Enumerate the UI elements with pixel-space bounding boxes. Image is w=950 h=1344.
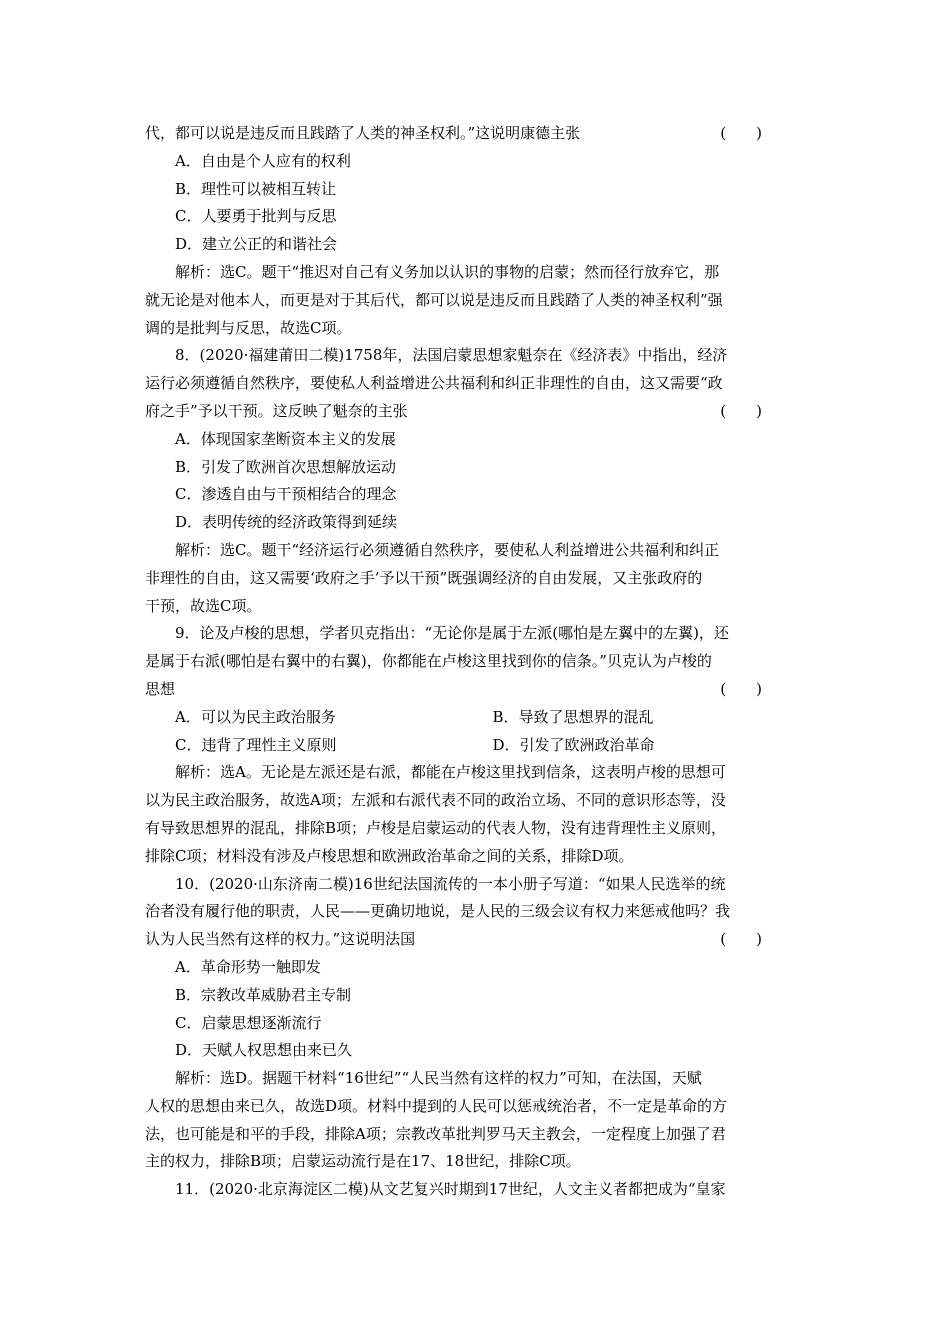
q10-stem-line: 治者没有履行他的职责，人民——更确切地说，是人民的三级会议有权力来惩戒他吗？我 — [145, 902, 731, 921]
q8-analysis-line: 非理性的自由，这又需要‘政府之手’予以干预”既强调经济的自由发展，又主张政府的 — [145, 568, 703, 587]
q7-stem-line — [145, 120, 810, 148]
q10-analysis-line: 人权的思想由来已久，故选D项。材料中提到的人民可以惩戒统治者，不一定是革命的方 — [145, 1096, 728, 1115]
q9-stem-line: 9．论及卢梭的思想，学者贝克指出：“无论你是属于左派(哪怕是左翼中的左翼)，还 — [175, 624, 729, 643]
q9-stem-line: 是属于右派(哪怕是右翼中的右翼)，你都能在卢梭这里找到你的信条。”贝克认为卢梭的 — [145, 652, 712, 671]
q8-stem-text: 府之手”予以干预。这反映了魁奈的主张 — [145, 401, 408, 420]
q9-options-row — [145, 704, 810, 732]
q10-analysis-line: 解析：选D。据题干材料“16世纪”“人民当然有这样的权力”可知，在法国，天赋 — [175, 1069, 702, 1088]
q9-option-c: C．违背了理性主义原则 — [175, 735, 337, 754]
q7-answer-blank: ( ) — [720, 124, 762, 142]
q9-option-d: D．引发了欧洲政治革命 — [492, 735, 655, 754]
q8-stem-line: 运行必须遵循自然秩序，要使私人利益增进公共福利和纠正非理性的自由，这又需要“政 — [145, 374, 723, 393]
q10-option-c: C．启蒙思想逐渐流行 — [175, 1013, 322, 1032]
q10-stem-last-line — [145, 926, 810, 954]
q7-analysis-line: 就无论是对他本人，而更是对于其后代，都可以说是违反而且践踏了人类的神圣权利”强 — [145, 290, 723, 309]
q9-analysis-line: 排除C项；材料没有涉及卢梭思想和欧洲政治革命之间的关系，排除D项。 — [145, 846, 634, 865]
q10-answer-blank: ( ) — [720, 930, 762, 949]
q7-analysis-line: 调的是批判与反思，故选C项。 — [145, 318, 352, 337]
q8-option-a: A．体现国家垄断资本主义的发展 — [175, 429, 396, 448]
q9-option-a: A．可以为民主政治服务 — [175, 707, 336, 726]
q10-option-b: B．宗教改革威胁君主专制 — [175, 985, 352, 1004]
q7-option-d: D．建立公正的和谐社会 — [175, 235, 338, 254]
q9-answer-blank: ( ) — [720, 679, 762, 698]
q7-stem-text: 代，都可以说是违反而且践踏了人类的神圣权利。”这说明康德主张 — [145, 124, 581, 142]
q8-analysis-line: 干预，故选C项。 — [145, 596, 262, 615]
q8-option-b: B．引发了欧洲首次思想解放运动 — [175, 457, 397, 476]
document-page — [145, 120, 810, 1204]
q9-options-row — [145, 732, 810, 760]
q10-stem-text: 认为人民当然有这样的权力。”这说明法国 — [145, 930, 416, 949]
q8-answer-blank: ( ) — [720, 401, 762, 420]
q9-option-b: B．导致了思想界的混乱 — [492, 707, 654, 726]
q8-option-d: D．表明传统的经济政策得到延续 — [175, 513, 398, 532]
q7-option-b: B．理性可以被相互转让 — [175, 179, 337, 198]
q9-analysis-line: 解析：选A。无论是左派还是右派，都能在卢梭这里找到信条，这表明卢梭的思想可 — [175, 763, 726, 782]
q8-stem-line: 8．(2020·福建莆田二模)1758年，法国启蒙思想家魁奈在《经济表》中指出，经济 — [175, 346, 728, 365]
q10-option-d: D．天赋人权思想由来已久 — [175, 1041, 353, 1060]
q10-analysis-line: 法，也可能是和平的手段，排除A项；宗教改革批判罗马天主教会，一定程度上加强了君 — [145, 1124, 726, 1143]
q10-option-a: A．革命形势一触即发 — [175, 957, 321, 976]
q8-analysis-line: 解析：选C。题干“经济运行必须遵循自然秩序，要使私人利益增进公共福利和纠正 — [175, 540, 720, 559]
q9-stem-text: 思想 — [145, 679, 176, 698]
q7-option-c: C．人要勇于批判与反思 — [175, 207, 337, 226]
q11-stem-line: 11．(2020·北京海淀区二模)从文艺复兴时期到17世纪，人文主义者都把成为“皇家 — [175, 1180, 726, 1199]
q8-stem-last-line — [145, 398, 810, 426]
q9-analysis-line: 有导致思想界的混乱，排除B项；卢梭是启蒙运动的代表人物，没有违背理性主义原则， — [145, 818, 727, 837]
q10-analysis-line: 主的权力，排除B项；启蒙运动流行是在17、18世纪，排除C项。 — [145, 1152, 581, 1171]
q10-stem-line: 10．(2020·山东济南二模)16世纪法国流传的一本小册子写道：“如果人民选举的统 — [175, 874, 726, 893]
q9-analysis-line: 以为民主政治服务，故选A项；左派和右派代表不同的政治立场、不同的意识形态等，没 — [145, 791, 726, 810]
q7-analysis-line: 解析：选C。题干“推迟对自己有义务加以认识的事物的启蒙；然而径行放弃它，那 — [175, 262, 720, 281]
q7-option-a: A．自由是个人应有的权利 — [175, 151, 351, 170]
q8-option-c: C．渗透自由与干预相结合的理念 — [175, 485, 397, 504]
q9-stem-last-line — [145, 676, 810, 704]
